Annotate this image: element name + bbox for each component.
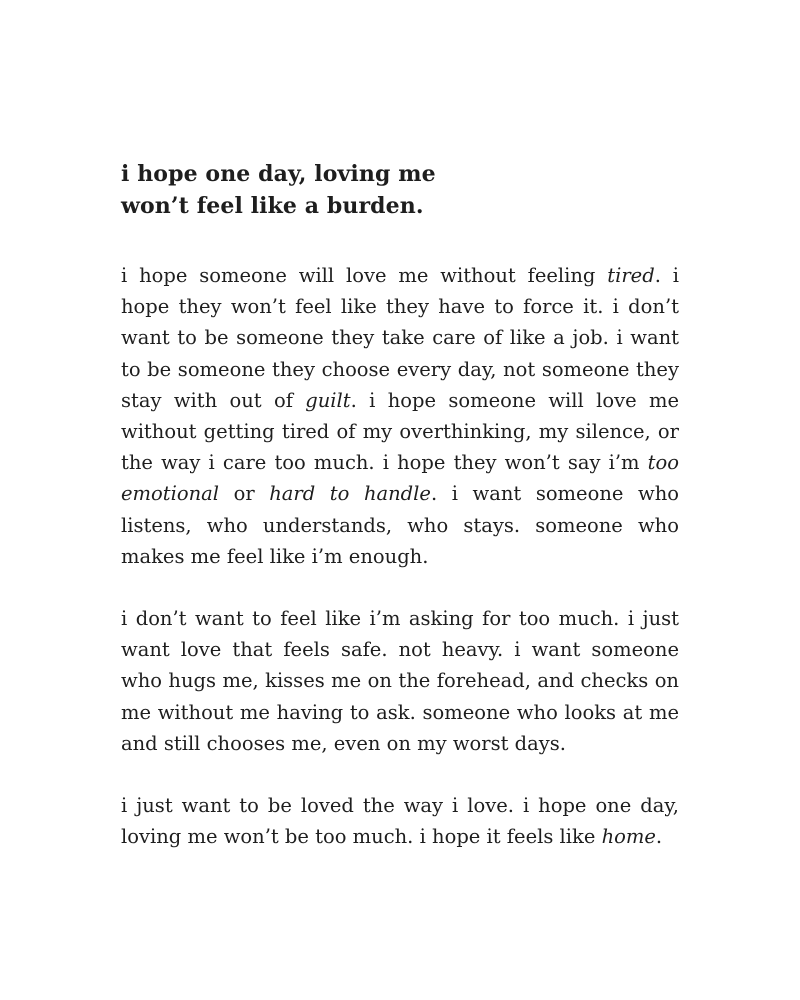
document-page	[121, 158, 679, 852]
text-segment: . i hope they won’t feel like they have to force it. i don’t want to be someone they take care of like a job. i want to be someone they choose every day, not someone they stay with out of	[121, 264, 679, 412]
body-paragraph-1	[121, 260, 679, 572]
text-segment: i don’t want to feel like i’m asking for too much. i just want love that feels safe. not heavy. i want someone who hugs me, kisses me on the forehead, and checks on me without me having to ask. someone who looks at me and still chooses me, even on my worst days.	[121, 607, 679, 755]
italic-segment: too emotional	[121, 451, 679, 506]
page-title	[121, 158, 679, 222]
italic-segment: guilt	[305, 388, 351, 412]
text-segment: i just want to be loved the way i love. i hope one day, loving me won’t be too much. i hope it feels like	[121, 794, 679, 849]
italic-segment: tired	[607, 264, 655, 287]
body-paragraph-3	[121, 790, 679, 852]
body-paragraph-2	[121, 603, 679, 759]
text-segment: . i hope someone will love me without getting tired of my overthinking, my silence, or the way i care too much. i hope they won’t say i’m	[121, 388, 679, 475]
text-segment: . i want someone who listens, who understands, who stays. someone who makes me feel like i’m enough.	[121, 482, 679, 568]
italic-segment: home	[601, 825, 656, 849]
text-segment: i hope someone will love me without feeling	[121, 264, 608, 287]
italic-segment: hard to handle	[269, 482, 431, 506]
text-segment: or	[219, 482, 270, 506]
title-line-1: i hope one day, loving me	[121, 161, 436, 187]
text-segment: .	[655, 825, 663, 849]
title-line-2: won’t feel like a burden.	[121, 193, 424, 219]
